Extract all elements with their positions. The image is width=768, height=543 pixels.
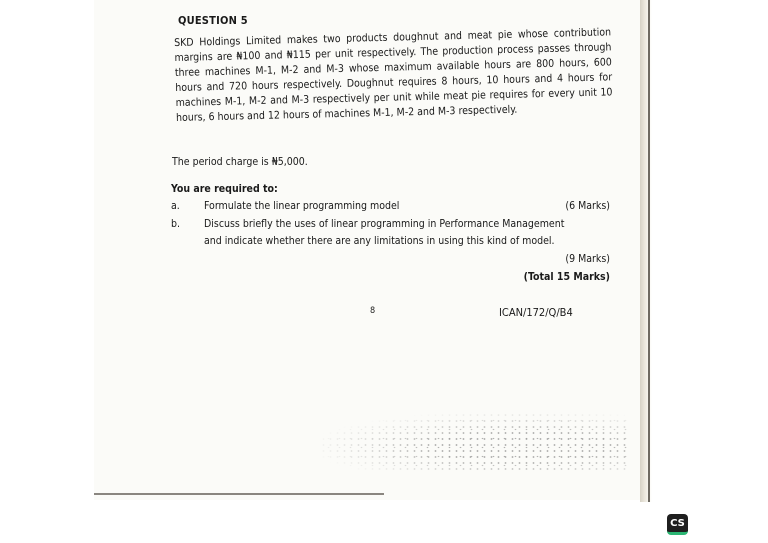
item-b-marks: (9 Marks) [565,253,610,265]
item-b-letter: b. [171,218,180,230]
item-a-letter: a. [171,200,180,212]
page-number: 8 [370,306,376,316]
item-a-marks: (6 Marks) [565,200,610,212]
item-a-text: Formulate the linear programming model [204,200,400,212]
page-fold-shadow [640,0,652,502]
scan-noise [320,412,630,470]
period-charge-text: The period charge is ₦5,000. [172,156,308,168]
page-edge-line [648,0,650,502]
item-b-text-line-2: and indicate whether there are any limitations in using this kind of model. [204,235,555,247]
item-b-text-line-1: Discuss briefly the uses of linear programming in Performance Management [204,218,565,230]
bottom-rule [94,493,384,495]
camscanner-logo-icon: CS [667,514,688,535]
question-title: QUESTION 5 [178,14,248,27]
total-marks: (Total 15 Marks) [523,271,610,283]
question-paragraph: SKD Holdings Limited makes two products doughnut and meat pie whose contribution margins are ₦100 and ₦115 per unit respectively. The production process passes through three machines M-1, M-2 and M-3 whose maximum available hours are 800 hours, 600 hours and 720 hours respectively. Doughnut requires 8 hours, 10 hours and 4 hours for machines M-1, M-2 and M-3 respectively per unit while meat pie requires for every unit 10 hours, 6 hours and 12 hours of machines M-1, M-2 and M-3 respectively. [174,26,613,124]
reference-code: ICAN/172/Q/B4 [499,306,573,319]
required-heading: You are required to: [171,183,278,195]
